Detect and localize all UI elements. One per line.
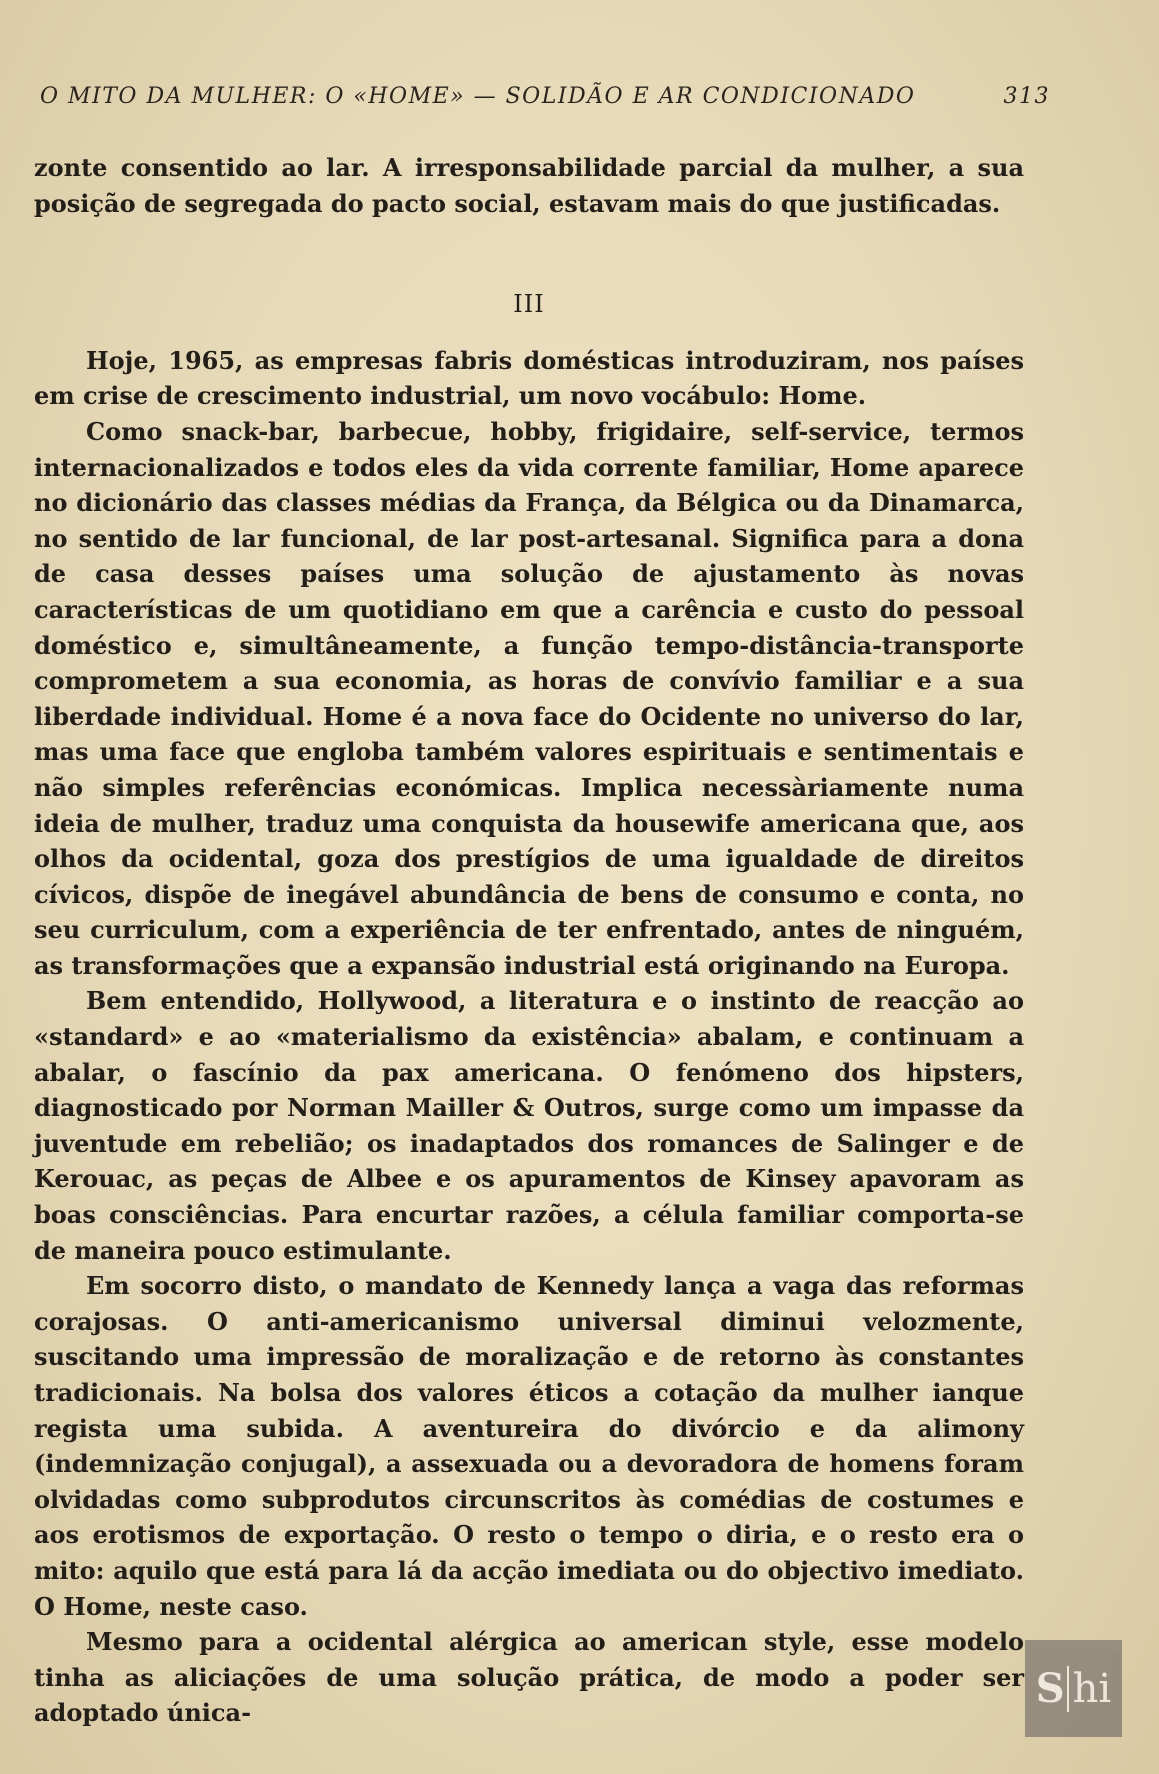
- running-head: [40, 84, 1050, 109]
- running-head-title: O MITO DA MULHER: O «HOME» — SOLIDÃO E AR CONDICIONADO: [40, 84, 916, 109]
- paragraph: Mesmo para a ocidental alérgica ao american style, esse modelo tinha as aliciações de uma solução prática, de modo a poder ser adoptado única-: [34, 1627, 1024, 1728]
- paragraph: Bem entendido, Hollywood, a literatura e o instinto de reacção ao «standard» e ao «materialismo da existência» abalam, e continuam a abalar, o fascínio da pax americana. O fenómeno dos hipsters, diagnosticado por Norman Mailler & Outros, surge como um impasse da juventude em rebelião; os inadaptados dos romances de Salinger e de Kerouac, as peças de Albee e os apuramentos de Kinsey apavoram as boas consciências. Para encurtar razões, a célula familiar comporta-se de maneira pouco estimulante.: [34, 986, 1024, 1265]
- paragraph: Em socorro disto, o mandato de Kennedy lança a vaga das reformas corajosas. O anti-americanismo universal diminui velozmente, suscitando uma impressão de moralização e de retorno às constantes tradicionais. Na bolsa dos valores éticos a cotação da mulher ianque regista uma subida. A aventureira do divórcio e da alimony (indemnização conjugal), a assexuada ou a devoradora de homens foram olvidadas como subprodutos circunscritos às comédias de costumes e aos erotismos de exportação. O resto o tempo o diria, e o resto era o mito: aquilo que está para lá da acção imediata ou do objectivo imediato. O Home, neste caso.: [34, 1271, 1024, 1621]
- paragraph: Como snack-bar, barbecue, hobby, frigidaire, self-service, termos internacionalizados e todos eles da vida corrente familiar, Home aparece no dicionário das classes médias da França, da Bélgica ou da Dinamarca, no sentido de lar funcional, de lar post-artesanal. Significa para a dona de casa desses países uma solução de ajustamento às novas características de um quotidiano em que a carência e custo do pessoal doméstico e, simultâneamente, a função tempo-distância-transporte comprometem a sua economia, as horas de convívio familiar e a sua liberdade individual. Home é a nova face do Ocidente no universo do lar, mas uma face que engloba também valores espirituais e sentimentais e não simples referências económicas. Implica necessàriamente numa ideia de mulher, traduz uma conquista da housewife americana que, aos olhos da ocidental, goza dos prestígios de uma igualdade de direitos cívicos, dispõe de inegável abundância de bens de consumo e conta, no seu curriculum, com a experiência de ter enfrentado, antes de ninguém, as transformações que a expansão industrial está originando na Europa.: [34, 416, 1024, 980]
- body-text: [34, 150, 1024, 1731]
- library-logo-watermark: [1025, 1640, 1122, 1737]
- paragraph-continuation: zonte consentido ao lar. A irresponsabilidade parcial da mulher, a sua posição de segregada do pacto social, estavam mais do que justificadas.: [34, 153, 1024, 218]
- page-number: 313: [1003, 84, 1050, 109]
- watermark-right: hi: [1067, 1666, 1112, 1712]
- section-number: III: [513, 290, 545, 319]
- watermark-left: S: [1035, 1665, 1065, 1712]
- paragraph: Hoje, 1965, as empresas fabris domésticas introduziram, nos países em crise de crescimento industrial, um novo vocábulo: Home.: [34, 345, 1024, 411]
